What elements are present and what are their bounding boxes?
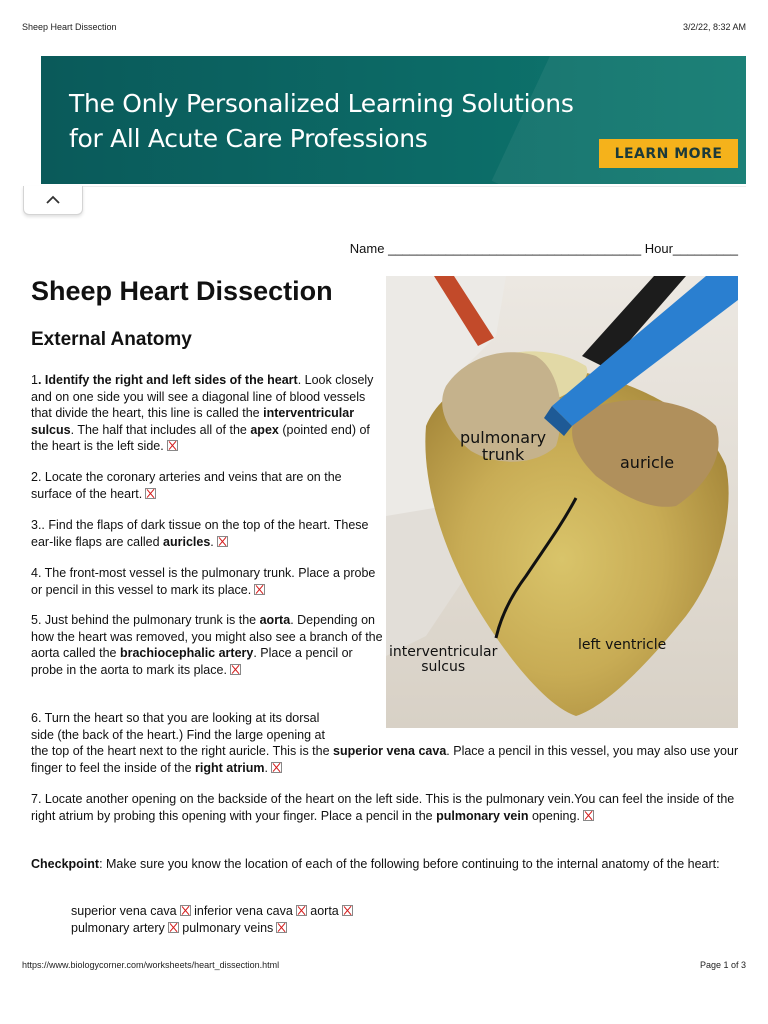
print-footer-page: Page 1 of 3 xyxy=(699,960,746,970)
checklist xyxy=(71,903,353,936)
checklist-item: inferior vena cava xyxy=(194,904,293,918)
label-sulcus: sulcus xyxy=(421,658,466,675)
label-trunk: trunk xyxy=(481,444,525,464)
checkbox-icon[interactable] xyxy=(217,536,228,547)
step-6-text-2: . Place a pencil in this vessel, you may also use your finger to feel the inside of the xyxy=(31,744,739,775)
label-interventricular-sulcus xyxy=(389,645,497,674)
step-5-text-2: . Depending on how the heart was removed, you might also see a branch of the aorta called the xyxy=(31,613,383,661)
print-footer-url: https://www.biologycorner.com/worksheets/heart_dissection.html xyxy=(22,960,280,970)
step-6-line-1: 6. Turn the heart so that you are looking at its dorsal xyxy=(31,711,320,725)
step-3 xyxy=(31,517,383,550)
checklist-item: superior vena cava xyxy=(71,904,177,918)
step-3-bold-1: auricles xyxy=(163,534,211,549)
step-6-lines xyxy=(31,710,383,743)
print-header xyxy=(22,22,746,32)
label-left-ventricle: left ventricle xyxy=(578,637,667,653)
checkbox-icon[interactable] xyxy=(145,488,156,499)
label-interventricular: interventricular xyxy=(389,644,498,660)
step-7-bold-1: pulmonary vein xyxy=(436,808,529,823)
step-1-bold-3: apex xyxy=(250,422,279,437)
collapse-banner-button[interactable] xyxy=(23,186,83,215)
section-title: External Anatomy xyxy=(31,329,192,350)
step-6-bold-1: superior vena cava xyxy=(333,744,447,758)
ad-banner-headline xyxy=(69,86,574,156)
page-title: Sheep Heart Dissection xyxy=(31,276,333,306)
step-1-text-2: . The half that includes all of the xyxy=(70,422,251,437)
ad-banner[interactable] xyxy=(41,56,746,184)
step-5-bold-2: brachiocephalic artery xyxy=(119,646,254,661)
checklist-item: pulmonary artery xyxy=(71,920,165,935)
step-4-text: 4. The front-most vessel is the pulmonary trunk. Place a probe or pencil in this vessel to mark its place. xyxy=(31,566,376,597)
step-5-text-1: 5. Just behind the pulmonary trunk is the xyxy=(31,613,260,627)
learn-more-button[interactable]: LEARN MORE xyxy=(599,139,738,168)
print-header-title: Sheep Heart Dissection xyxy=(22,22,117,32)
checklist-item: pulmonary veins xyxy=(182,920,274,935)
step-6 xyxy=(31,743,741,776)
step-1-bold-1: . Identify the right and left sides of the heart xyxy=(37,373,298,387)
checkpoint xyxy=(31,856,741,873)
checkbox-icon[interactable] xyxy=(180,905,191,916)
step-1-number: 1 xyxy=(31,373,38,387)
checkbox-icon[interactable] xyxy=(254,584,265,595)
checklist-item: aorta xyxy=(310,904,339,918)
sheep-heart-photo xyxy=(386,276,738,728)
label-pulmonary-trunk xyxy=(460,430,546,464)
step-7-text-1: 7. Locate another opening on the backside of the heart on the left side. This is the pulmonary vein.You can feel the inside of the right atrium by probing this opening with your finger. Place a pencil in the xyxy=(31,792,735,823)
step-6-text-3: . xyxy=(264,760,268,775)
step-7 xyxy=(31,791,741,824)
label-pulmonary: pulmonary xyxy=(460,428,547,447)
checkpoint-text: : Make sure you know the location of each of the following before continuing to the internal anatomy of the heart: xyxy=(99,857,720,871)
print-header-datetime: 3/2/22, 8:32 AM xyxy=(682,22,746,32)
step-1-text-1: . Look closely and on one side you will see a diagonal line of blood vessels that divide the heart, this line is called the xyxy=(31,373,374,421)
step-5 xyxy=(31,612,383,678)
checkbox-icon[interactable] xyxy=(167,440,178,451)
print-footer xyxy=(22,960,746,970)
checkbox-icon[interactable] xyxy=(276,922,287,933)
step-1-bold-2: interventricular sulcus xyxy=(31,406,355,437)
step-1 xyxy=(31,372,383,455)
step-6-line-2: side (the back of the heart.) Find the large opening at xyxy=(31,727,325,742)
step-1-text-3: (pointed end) of the heart is the left side. xyxy=(31,422,370,454)
label-auricle: auricle xyxy=(620,453,675,472)
step-7-text-2: opening. xyxy=(528,808,580,823)
divider xyxy=(81,186,746,187)
step-3-text-1: 3.. Find the flaps of dark tissue on the top of the heart. These ear-like flaps are called xyxy=(31,518,369,549)
name-hour-line: Name ___________________________________ Hour_________ xyxy=(349,241,738,256)
step-3-text-2: . xyxy=(210,534,214,549)
checklist-row-2 xyxy=(71,920,353,937)
checkbox-icon[interactable] xyxy=(583,810,594,821)
step-5-text-3: . Place a pencil or probe in the aorta to mark its place. xyxy=(31,646,353,677)
step-2 xyxy=(31,469,383,502)
checklist-row-1 xyxy=(71,903,353,920)
step-6-text-1: the top of the heart next to the right auricle. This is the xyxy=(31,744,334,758)
checkbox-icon[interactable] xyxy=(230,664,241,675)
checkbox-icon[interactable] xyxy=(296,905,307,916)
checkbox-icon[interactable] xyxy=(271,762,282,773)
ad-banner-line-1: The Only Personalized Learning Solutions xyxy=(69,89,574,118)
step-6-bold-2: right atrium xyxy=(195,760,265,775)
checkbox-icon[interactable] xyxy=(342,905,353,916)
ad-banner-line-2: for All Acute Care Professions xyxy=(69,124,428,153)
chevron-up-icon xyxy=(45,195,61,205)
checkpoint-label: Checkpoint xyxy=(31,857,100,871)
step-2-text: 2. Locate the coronary arteries and veins that are on the surface of the heart. xyxy=(31,470,342,501)
step-4 xyxy=(31,565,383,598)
checkbox-icon[interactable] xyxy=(168,922,179,933)
step-5-bold-1: aorta xyxy=(259,613,291,627)
